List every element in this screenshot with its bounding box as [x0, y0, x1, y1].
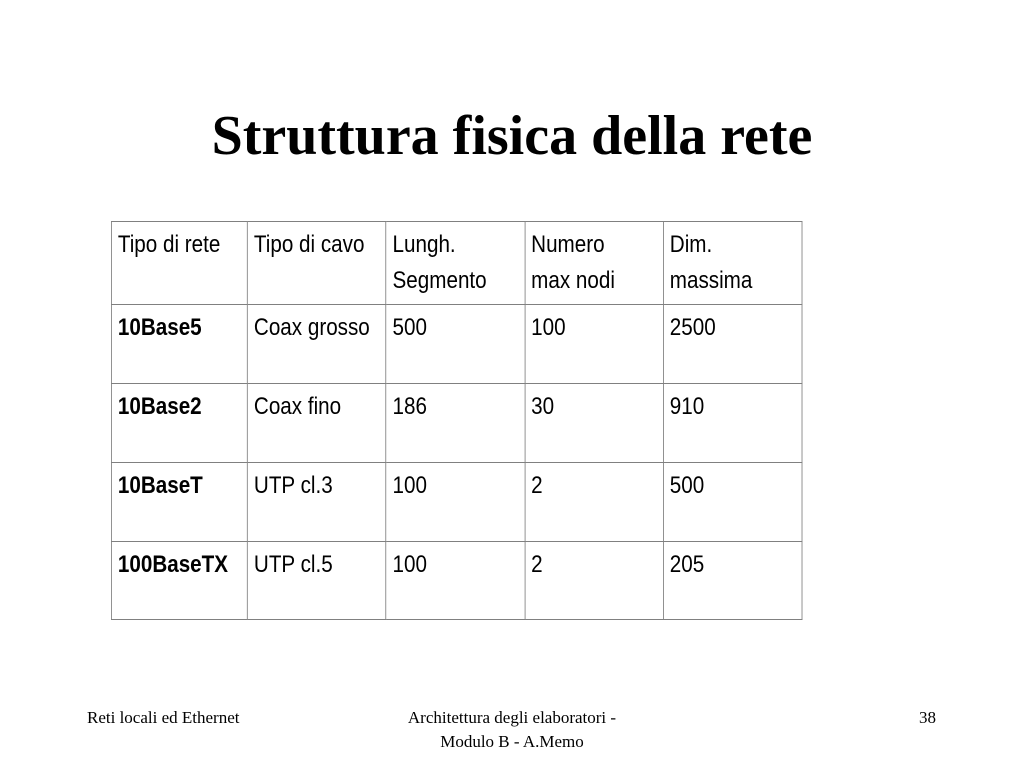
header-text: massima [669, 267, 753, 294]
table-row [111, 305, 802, 384]
cell-tipo-di-rete: 10BaseT [111, 463, 247, 542]
cell-dimensione-massima: 2500 [663, 305, 802, 384]
header-dimensione-massima [663, 222, 802, 305]
cell-tipo-di-cavo: UTP cl.5 [247, 542, 386, 620]
table-header-row [111, 222, 802, 305]
cell-tipo-di-cavo: UTP cl.3 [247, 463, 386, 542]
header-text: Dim. [669, 231, 713, 258]
cell-lunghezza-segmento: 100 [386, 542, 525, 620]
cell-lunghezza-segmento: 500 [386, 305, 525, 384]
footer-line: Modulo B - A.Memo [440, 732, 584, 751]
header-text: Tipo di cavo [253, 231, 365, 258]
header-text: Tipo di rete [117, 231, 221, 258]
cell-tipo-di-cavo: Coax fino [247, 384, 386, 463]
header-lunghezza-segmento [386, 222, 525, 305]
cell-numero-max-nodi: 2 [525, 463, 664, 542]
cell-tipo-di-cavo: Coax grosso [247, 305, 386, 384]
table-row [111, 463, 802, 542]
header-text: Segmento [392, 267, 487, 294]
header-numero-max-nodi [525, 222, 664, 305]
cell-numero-max-nodi: 30 [525, 384, 664, 463]
cell-numero-max-nodi: 2 [525, 542, 664, 620]
header-text: max nodi [531, 267, 615, 294]
footer-line: Architettura degli elaboratori - [407, 708, 617, 727]
header-tipo-di-cavo [247, 222, 386, 305]
cell-lunghezza-segmento: 100 [386, 463, 525, 542]
network-comparison-table [111, 221, 802, 620]
footer-course-title: Reti locali ed Ethernet [87, 708, 240, 727]
table-row [111, 384, 802, 463]
cell-tipo-di-rete: 10Base2 [111, 384, 247, 463]
footer-course-info [362, 706, 662, 754]
header-text: Numero [531, 231, 605, 258]
header-text: Lungh. [392, 231, 456, 258]
cell-dimensione-massima: 910 [663, 384, 802, 463]
cell-tipo-di-rete: 100BaseTX [111, 542, 247, 620]
table-row [111, 542, 802, 620]
cell-numero-max-nodi: 100 [525, 305, 664, 384]
cell-tipo-di-rete: 10Base5 [111, 305, 247, 384]
cell-lunghezza-segmento: 186 [386, 384, 525, 463]
page-number: 38 [919, 708, 936, 727]
cell-dimensione-massima: 205 [663, 542, 802, 620]
header-tipo-di-rete [111, 222, 247, 305]
slide-title: Struttura fisica della rete [211, 105, 813, 167]
cell-dimensione-massima: 500 [663, 463, 802, 542]
